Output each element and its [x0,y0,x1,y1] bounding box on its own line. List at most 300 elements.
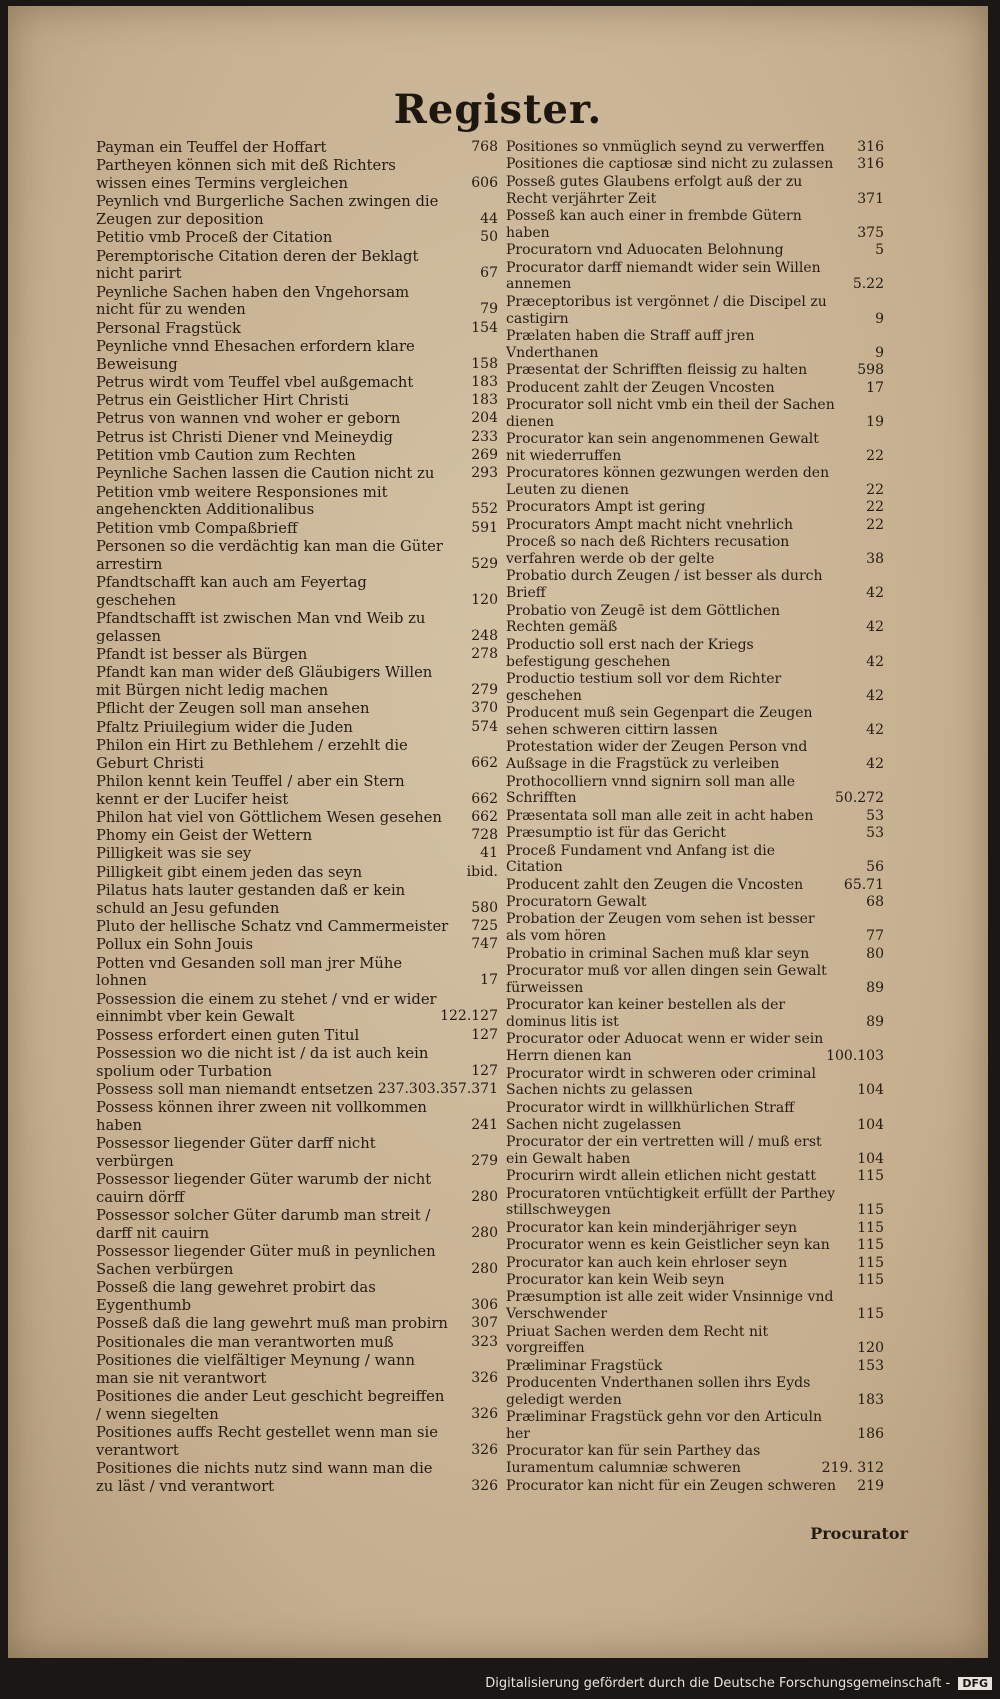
register-entry [96,1243,498,1278]
entry-text: Præsentat der Schrifften fleissig zu halten [506,362,808,379]
register-entry [96,955,498,990]
entry-page-number: 104 [857,1116,884,1133]
register-entry [506,637,884,671]
entry-page-number: ibid. [466,863,498,880]
register-entry [96,1388,498,1423]
entry-page-number: 574 [471,718,498,735]
entry-page-number: 44 [480,211,498,227]
entry-text: Positionales die man verantworten muß [96,1333,394,1351]
entry-page-number: 728 [471,827,498,844]
register-entry [506,174,884,208]
register-entry [506,156,884,173]
entry-page-number: 89 [866,979,884,996]
register-entry [96,1315,498,1333]
register-entry [506,825,884,842]
entry-text: Possessor liegender Güter warumb der nicht cauirn dörff [96,1171,432,1206]
entry-text: Procurator soll nicht vmb ein theil der Sachen dienen [506,396,835,430]
entry-page-number: 326 [471,1405,498,1422]
entry-text: Potten vnd Gesanden soll man jrer Mühe lohnen [96,954,403,990]
register-entry [96,157,498,192]
entry-page-number: 552 [471,501,498,518]
entry-page-number: 183 [471,392,498,409]
entry-text: Producent zahlt den Zeugen die Vncosten [506,876,804,893]
register-entry [506,1375,884,1409]
entry-page-number: 53 [866,825,884,842]
entry-text: Posseß daß die lang gewehrt muß man probirn [96,1315,448,1333]
register-entry [506,139,884,156]
entry-text: Pfandt ist besser als Bürgen [96,645,308,663]
entry-page-number: 279 [471,1152,498,1169]
register-entry [506,894,884,911]
register-entry [96,284,498,319]
register-entry [506,705,884,739]
entry-page-number: 269 [471,447,498,464]
register-entry [96,864,498,882]
register-entry [96,1460,498,1495]
entry-text: Philon hat viel von Göttlichem Wesen gesehen [96,808,442,826]
entry-page-number: 42 [866,756,884,773]
register-entry [96,991,498,1026]
entry-text: Pilligkeit gibt einem jeden das seyn [96,863,363,881]
entry-page-number: 115 [857,1271,884,1288]
entry-text: Procurator wenn es kein Geistlicher seyn kan [506,1237,830,1254]
register-entry [96,610,498,645]
entry-text: Procurator oder Aduocat wenn er wider sein Herrn dienen kan [506,1031,824,1065]
entry-page-number: 127 [471,1062,498,1079]
entry-page-number: 50 [480,229,498,246]
entry-page-number: 219. 312 [821,1460,884,1477]
entry-text: Procurators Ampt macht nicht vnehrlich [506,516,793,533]
register-entry [96,248,498,283]
entry-text: Payman ein Teuffel der Hoffart [96,139,327,156]
entry-text: Probatio von Zeugē ist dem Göttlichen Rechten gemäß [506,602,781,636]
register-entry [506,997,884,1031]
entry-text: Philon kennt kein Teuffel / aber ein Stern kennt er der Lucifer heist [96,772,405,808]
register-entry [96,773,498,808]
entry-page-number: 279 [471,681,498,698]
entry-text: Procurator der ein vertretten will / muß erst ein Gewalt haben [506,1134,822,1167]
entry-page-number: 326 [471,1441,498,1458]
register-entry [506,1168,884,1185]
entry-text: Posseß gutes Glaubens erfolgt auß der zu Recht verjährter Zeit [506,173,803,207]
register-entry [96,882,498,917]
register-entry [506,1443,884,1477]
entry-text: Petition vmb Caution zum Rechten [96,447,356,465]
register-entry [96,1279,498,1314]
entry-page-number: 5.22 [852,276,884,293]
entry-page-number: 17 [866,379,884,396]
entry-text: Præceptoribus ist vergönnet / die Discipel zu castigirn [506,293,827,327]
entry-text: Peynliche vnnd Ehesachen erfordern klare Beweisung [96,337,415,373]
register-entry [506,1031,884,1065]
entry-text: Positiones die captiosæ sind nicht zu zulassen [506,156,834,173]
entry-text: Pfandtschafft ist zwischen Man vnd Weib zu gelassen [96,609,426,645]
entry-page-number: 115 [857,1168,884,1185]
entry-text: Procurator kan keiner bestellen als der dominus litis ist [506,997,786,1031]
entry-page-number: 68 [866,894,884,911]
entry-text: Possess können ihrer zween nit vollkommen haben [96,1099,427,1134]
entry-text: Petrus von wannen vnd woher er geborn [96,410,401,428]
entry-page-number: 280 [471,1224,498,1241]
entry-page-number: 80 [866,945,884,962]
entry-page-number: 42 [866,619,884,636]
entry-text: Petrus ist Christi Diener vnd Meineydig [96,428,394,446]
register-entry [506,1272,884,1289]
entry-text: Procuratores können gezwungen werden den Leuten zu dienen [506,465,830,499]
entry-page-number: 127 [471,1026,498,1043]
entry-text: Possess erfordert einen guten Titul [96,1026,360,1044]
entry-text: Probation der Zeugen vom sehen ist besser als vom hören [506,911,815,945]
entry-page-number: 42 [866,687,884,704]
entry-page-number: 580 [471,899,498,916]
register-entry [96,1081,498,1099]
entry-text: Possessor solcher Güter darumb man streit / darff nit cauirn [96,1207,431,1242]
entry-page-number: 115 [857,1254,884,1271]
entry-text: Procurator kan für sein Parthey das Iuramentum calumniæ schweren [506,1443,761,1477]
entry-text: Protestation wider der Zeugen Person vnd Außsage in die Fragstück zu verleiben [506,739,808,773]
register-entry [96,338,498,373]
entry-text: Præsentata soll man alle zeit in acht haben [506,807,814,824]
entry-text: Partheyen können sich mit deß Richters wissen eines Termins vergleichen [96,157,396,192]
register-entry [506,1134,884,1168]
register-entry [506,808,884,825]
entry-text: Prælaten haben die Straff auff jren Vnderthanen [506,327,755,361]
entry-page-number: 115 [857,1202,884,1219]
entry-text: Procuratoren vntüchtigkeit erfüllt der Parthey stillschweygen [506,1185,836,1219]
entry-text: Procurirn wirdt allein etlichen nicht gestatt [506,1168,817,1185]
register-entry [506,465,884,499]
entry-page-number: 56 [866,859,884,876]
register-entry [506,946,884,963]
register-entry [506,362,884,379]
register-entry [506,534,884,568]
entry-page-number: 316 [857,156,884,173]
register-entry [96,664,498,699]
entry-text: Petrus wirdt vom Teuffel vbel außgemacht [96,373,414,391]
entry-text: Procuratorn Gewalt [506,894,647,911]
entry-page-number: 204 [471,410,498,427]
scanned-page [8,6,988,1658]
register-entry [96,392,498,410]
entry-text: Producent muß sein Gegenpart die Zeugen sehen schweren cittirn lassen [506,705,813,738]
register-entry [506,499,884,516]
register-entry [506,380,884,397]
entry-text: Procurator wirdt in willkhürlichen Straff Sachen nicht zugelassen [506,1099,795,1133]
register-entry [506,877,884,894]
entry-text: Possession die einem zu stehet / vnd er wider einnimbt vber kein Gewalt [96,990,437,1026]
register-entry [506,1100,884,1134]
entry-page-number: 120 [857,1340,884,1357]
entry-text: Personen so die verdächtig kan man die Güter arrestirn [96,537,443,573]
entry-page-number: 280 [471,1260,498,1277]
entry-page-number: 768 [471,139,498,155]
entry-page-number: 591 [471,519,498,536]
entry-page-number: 307 [471,1315,498,1332]
entry-page-number: 115 [857,1306,884,1323]
entry-page-number: 115 [857,1237,884,1254]
entry-text: Pilligkeit was sie sey [96,845,252,863]
entry-text: Positiones die ander Leut geschicht begreiffen / wenn siegelten [96,1387,445,1423]
entry-page-number: 158 [471,355,498,372]
catchword: Procurator [810,1524,908,1543]
register-entry [506,328,884,362]
entry-text: Procurator darff niemandt wider sein Willen annemen [506,259,821,293]
register-entry [96,538,498,573]
entry-text: Phomy ein Geist der Wettern [96,827,313,845]
register-entry [506,1220,884,1237]
register-entry [506,517,884,534]
entry-page-number: 326 [471,1369,498,1386]
entry-page-number: 529 [471,555,498,572]
entry-page-number: 154 [471,319,498,336]
register-entry [506,843,884,877]
register-entry [96,574,498,609]
entry-text: Procurator muß vor allen dingen sein Gewalt fürweissen [506,963,827,996]
entry-text: Positiones so vnmüglich seynd zu verwerffen [506,139,825,155]
entry-text: Procurator kan kein Weib seyn [506,1271,725,1288]
entry-text: Petition vmb Compaßbrieff [96,519,298,537]
register-entry [96,845,498,863]
register-entry [506,242,884,259]
entry-text: Procurator kan nicht für ein Zeugen schweren [506,1477,836,1494]
entry-page-number: 183 [857,1391,884,1408]
entry-text: Præliminar Fragstück gehn vor den Articuln her [506,1409,822,1443]
entry-page-number: 662 [471,790,498,807]
entry-text: Producent zahlt der Zeugen Vncosten [506,379,775,396]
register-entry [96,918,498,936]
entry-text: Prothocolliern vnnd signirn soll man alle Schrifften [506,773,796,807]
entry-page-number: 306 [471,1296,498,1313]
register-column-left [96,139,498,1496]
register-entry [506,1289,884,1323]
entry-page-number: 79 [480,301,498,318]
register-entry [506,568,884,602]
register-entry [96,139,498,157]
entry-text: Priuat Sachen werden dem Recht nit vorgreiffen [506,1323,769,1357]
register-entry [96,936,498,954]
entry-page-number: 65.71 [843,876,884,893]
entry-page-number: 316 [857,139,884,155]
register-entry [506,294,884,328]
entry-text: Peynlich vnd Burgerliche Sachen zwingen die Zeugen zur deposition [96,193,439,228]
entry-text: Posseß die lang gewehret probirt das Eygenthumb [96,1279,376,1314]
entry-text: Præsumptio ist für das Gericht [506,825,726,842]
register-entry [96,646,498,664]
entry-page-number: 323 [471,1333,498,1350]
register-entry [96,520,498,538]
register-entry [506,603,884,637]
entry-page-number: 280 [471,1188,498,1205]
entry-page-number: 50.272 [835,790,884,807]
entry-text: Personal Fragstück [96,319,241,337]
entry-page-number: 598 [857,362,884,379]
register-entry [96,1207,498,1242]
register-entry [96,737,498,772]
register-entry [96,410,498,428]
register-entry [96,1045,498,1080]
register-entry [96,1334,498,1352]
entry-text: Possessor liegender Güter darff nicht verbürgen [96,1135,376,1170]
entry-page-number: 17 [480,972,498,989]
register-entry [96,447,498,465]
entry-page-number: 375 [857,224,884,241]
entry-text: Positiones auffs Recht gestellet wenn man sie verantwort [96,1423,438,1459]
register-entry [96,320,498,338]
entry-text: Philon ein Hirt zu Bethlehem / erzehlt die Geburt Christi [96,736,408,772]
register-entry [96,193,498,228]
register-entry [96,700,498,718]
page-title: Register. [393,86,603,133]
entry-text: Positiones die vielfältiger Meynung / wann man sie nit verantwort [96,1351,415,1387]
entry-page-number: 115 [857,1219,884,1236]
entry-page-number: 104 [857,1150,884,1167]
entry-page-number: 662 [471,808,498,825]
register-entry [506,1358,884,1375]
entry-page-number: 725 [471,918,498,935]
entry-page-number: 42 [866,585,884,602]
entry-page-number: 237.303.357.371 [377,1080,498,1097]
register-entry [506,208,884,242]
register-entry [96,1027,498,1045]
footer-credit: Digitalisierung gefördert durch die Deutsche Forschungsgemeinschaft - [485,1676,951,1691]
register-entry [506,739,884,773]
register-entry [96,809,498,827]
entry-text: Procurators Ampt ist gering [506,499,706,516]
register-entry [506,1186,884,1220]
entry-page-number: 606 [471,175,498,191]
entry-page-number: 9 [875,344,884,361]
entry-text: Pollux ein Sohn Jouis [96,936,254,954]
entry-text: Probatio in criminal Sachen muß klar seyn [506,945,810,962]
entry-text: Proceß Fundament vnd Anfang ist die Citation [506,842,776,876]
entry-text: Probatio durch Zeugen / ist besser als durch Brieff [506,568,823,602]
entry-text: Possess soll man niemandt entsetzen [96,1080,374,1098]
entry-page-number: 100.103 [826,1048,884,1065]
entry-page-number: 22 [866,499,884,516]
entry-text: Productio testium soll vor dem Richter geschehen [506,670,782,704]
entry-text: Petition vmb weitere Responsiones mit angehenckten Additionalibus [96,483,388,519]
register-entry [506,431,884,465]
entry-text: Procurator wirdt in schweren oder criminal Sachen nichts zu gelassen [506,1065,816,1099]
register-entry [506,911,884,945]
register-entry [96,1424,498,1459]
entry-page-number: 38 [866,551,884,568]
dfg-logo: DFG [958,1677,992,1690]
entry-page-number: 19 [866,413,884,430]
entry-text: Procuratorn vnd Aduocaten Belohnung [506,242,784,259]
register-entry [96,1099,498,1134]
entry-text: Procurator kan auch kein ehrloser seyn [506,1254,788,1271]
register-entry [96,374,498,392]
entry-page-number: 662 [471,754,498,771]
entry-page-number: 22 [866,482,884,499]
entry-text: Possessor liegender Güter muß in peynlichen Sachen verbürgen [96,1243,436,1278]
entry-text: Peynliche Sachen lassen die Caution nicht zu [96,465,435,483]
register-entry [506,1409,884,1443]
register-entry [96,229,498,247]
entry-page-number: 22 [866,447,884,464]
entry-text: Petrus ein Geistlicher Hirt Christi [96,392,349,410]
entry-page-number: 370 [471,700,498,717]
entry-text: Procurator kan sein angenommenen Gewalt nit wiederruffen [506,431,819,464]
entry-page-number: 53 [866,807,884,824]
register-entry [96,465,498,483]
entry-page-number: 293 [471,465,498,482]
register-entry [506,1237,884,1254]
entry-page-number: 747 [471,936,498,953]
entry-page-number: 241 [471,1116,498,1133]
entry-page-number: 278 [471,645,498,662]
entry-page-number: 219 [857,1477,884,1494]
entry-page-number: 153 [857,1357,884,1374]
entry-text: Pilatus hats lauter gestanden daß er kein schuld an Jesu gefunden [96,882,406,917]
entry-text: Pfandt kan man wider deß Gläubigers Willen mit Bürgen nicht ledig machen [96,664,433,699]
register-entry [506,397,884,431]
entry-page-number: 104 [857,1082,884,1099]
entry-page-number: 122.127 [440,1008,498,1025]
entry-page-number: 183 [471,373,498,390]
register-entry [506,1324,884,1358]
entry-page-number: 41 [480,845,498,862]
entry-text: Pflicht der Zeugen soll man ansehen [96,700,370,718]
entry-text: Pluto der hellische Schatz vnd Cammermeister [96,918,449,936]
entry-text: Peremptorische Citation deren der Beklagt nicht parirt [96,247,419,283]
entry-text: Petitio vmb Proceß der Citation [96,229,333,247]
entry-text: Pfandtschafft kan auch am Feyertag geschehen [96,573,367,609]
entry-text: Productio soll erst nach der Kriegs befestigung geschehen [506,636,754,670]
register-entry [96,1171,498,1206]
register-entry [506,1478,884,1495]
entry-page-number: 233 [471,428,498,445]
register-entry [506,963,884,997]
entry-page-number: 67 [480,265,498,282]
entry-text: Præsumption ist alle zeit wider Vnsinnige vnd Verschwender [506,1289,834,1323]
entry-page-number: 248 [471,627,498,644]
entry-page-number: 42 [866,653,884,670]
entry-page-number: 371 [857,190,884,207]
register-column-right [506,139,884,1495]
entry-text: Posseß kan auch einer in frembde Gütern haben [506,207,802,241]
entry-page-number: 9 [875,310,884,327]
register-entry [96,429,498,447]
register-entry [96,1352,498,1387]
entry-page-number: 77 [866,928,884,945]
entry-page-number: 42 [866,721,884,738]
entry-page-number: 120 [471,591,498,608]
digitization-footer [0,1676,992,1691]
entry-page-number: 22 [866,516,884,533]
entry-text: Proceß so nach deß Richters recusation verfahren werde ob der gelte [506,534,790,568]
register-entry [96,827,498,845]
entry-page-number: 89 [866,1014,884,1031]
entry-text: Pfaltz Priuilegium wider die Juden [96,718,353,736]
entry-text: Positiones die nichts nutz sind wann man die zu läst / vnd verantwort [96,1459,433,1495]
entry-page-number: 326 [471,1477,498,1494]
register-entry [506,260,884,294]
entry-text: Præliminar Fragstück [506,1357,663,1374]
register-entry [96,484,498,519]
entry-text: Procurator kan kein minderjähriger seyn [506,1219,798,1236]
entry-page-number: 186 [857,1426,884,1443]
entry-text: Producenten Vnderthanen sollen ihrs Eyds geledigt werden [506,1375,811,1408]
register-entry [506,671,884,705]
entry-text: Possession wo die nicht ist / da ist auch kein spolium oder Turbation [96,1044,429,1080]
register-entry [506,1066,884,1100]
register-entry [506,1255,884,1272]
register-entry [506,774,884,808]
entry-page-number: 5 [875,242,884,259]
entry-text: Peynliche Sachen haben den Vngehorsam nicht für zu wenden [96,283,410,319]
